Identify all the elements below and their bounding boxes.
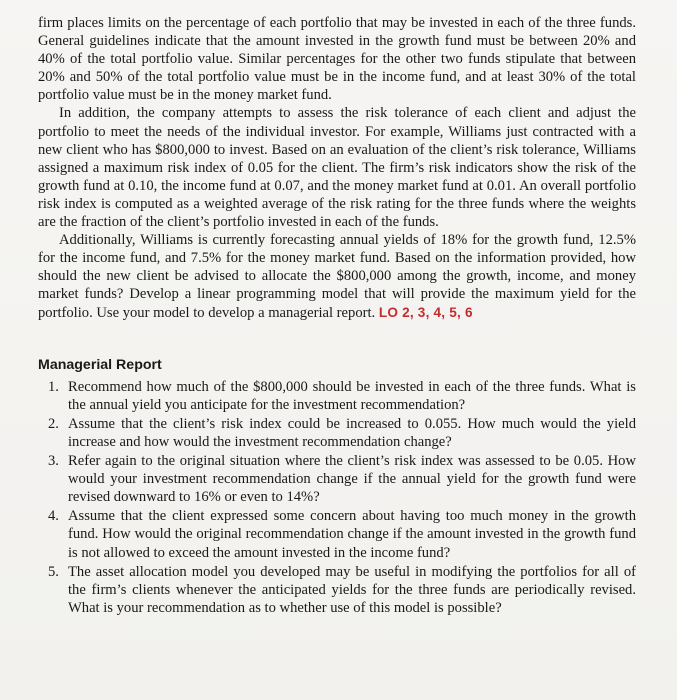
question-text: Assume that the client’s risk index could be increased to 0.055. How much would the yield increase and how would the investment recommendation change? [68,415,636,450]
question-text: Refer again to the original situation where the client’s risk index was assessed to be 0.05. How would your investment recommendation change if the annual yield for the growth fund were revised downward to 16% or even to 14%? [68,453,636,506]
report-question-1 [38,378,636,414]
question-number: 4. [48,508,59,525]
question-text: Assume that the client expressed some concern about having too much money in the growth fund. How would the original recommendation change if the amount invested in the growth fund is not allowed to exceed the amount invested in the income fund? [68,508,636,561]
question-text: The asset allocation model you developed may be useful in modifying the portfolios for all of the firm’s clients whenever the anticipated yields for the three funds are periodically revised. What is your recommendation as to whether use of this model is possible? [68,563,636,616]
report-question-3 [38,452,636,506]
text-block [38,14,636,618]
question-number: 5. [48,563,59,580]
report-question-2 [38,415,636,451]
paragraph-yields [38,231,636,321]
question-text: Recommend how much of the $800,000 should be invested in each of the three funds. What is the annual yield you anticipate for the investment recommendation? [68,378,636,413]
managerial-report-heading: Managerial Report [38,356,162,373]
question-number: 2. [48,415,59,432]
question-number: 1. [48,378,59,395]
report-question-4 [38,507,636,561]
paragraph-fund-limits [38,14,636,104]
question-number: 3. [48,453,59,470]
managerial-report-questions [38,378,636,617]
paragraph-text: Additionally, Williams is currently forecasting annual yields of 18% for the growth fund, 12.5% for the income fund, and 7.5% for the money market fund. Based on the information provided, how should the new client be advised to allocate the $800,000 among the growth, income, and money market funds? Develop a linear programming model that will provide the maximum yield for the portfolio. Use your model to develop a managerial report. [38,232,636,321]
learning-objectives-label: LO 2, 3, 4, 5, 6 [378,304,473,320]
report-question-5 [38,563,636,617]
paragraph-risk-tolerance [38,104,636,231]
paragraph-text: In addition, the company attempts to assess the risk tolerance of each client and adjust the portfolio to meet the needs of the individual investor. For example, Williams just contracted with a new client who has $800,000 to invest. Based on an evaluation of the client’s risk tolerance, Williams assigned a maximum risk index of 0.05 for the client. The firm’s risk indicators show the risk of the growth fund at 0.10, the income fund at 0.07, and the money market fund at 0.01. An overall portfolio risk index is computed as a weighted average of the risk rating for the three funds where the weights are the fraction of the client’s portfolio invested in each of the funds. [38,105,636,231]
paragraph-text: firm places limits on the percentage of each portfolio that may be invested in each of the three funds. General guidelines indicate that the amount invested in the growth fund must be between 20% and 40% of the total portfolio value. Similar percentages for the other two funds stipulate that between 20% and 50% of the total portfolio value must be in the income fund, and at least 30% of the total portfolio value must be in the money market fund. [38,15,636,104]
